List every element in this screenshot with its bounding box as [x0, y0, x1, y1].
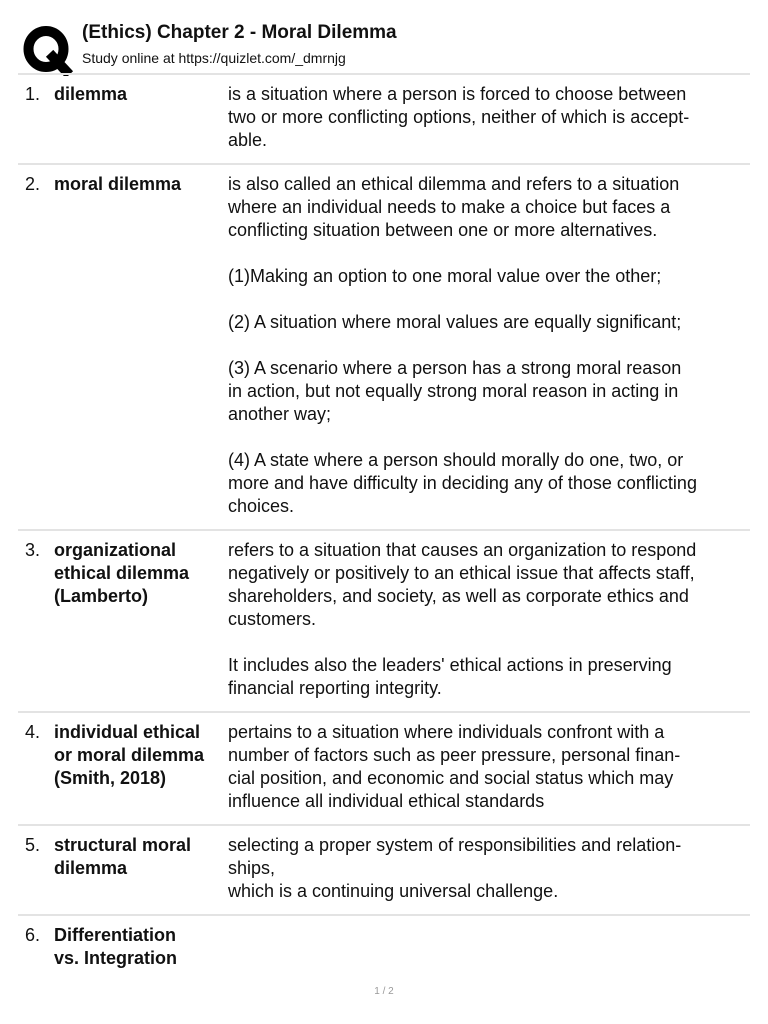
- page-indicator: 1 / 2: [374, 986, 394, 997]
- card-definition: [228, 924, 748, 970]
- card-term: organizational ethical dilemma (Lamberto): [54, 540, 190, 606]
- card-number: 1.: [25, 84, 41, 104]
- card-term: moral dilemma: [54, 174, 182, 194]
- card-definition: refers to a situation that causes an organization to respond negatively or positively to an ethical issue that affects staff, shareholders, and society, as well as corporate ethics and customers. It includes also the leaders' ethical actions in preserving financial reporting integrity.: [228, 540, 697, 698]
- card-number: 6.: [25, 925, 41, 945]
- card-term: Differentiation vs. Integration: [54, 925, 178, 968]
- document-header: [20, 18, 750, 70]
- card-row: [18, 824, 750, 914]
- card-number: 2.: [25, 174, 41, 194]
- card-row: [18, 711, 750, 824]
- card-term: individual ethical or moral dilemma (Smith, 2018): [54, 722, 205, 788]
- card-definition: pertains to a situation where individuals confront with a number of factors such as peer pressure, personal finan- cial position, and economic and social status which may influence all individual ethical standards: [228, 722, 681, 811]
- study-online-link[interactable]: Study online at https://quizlet.com/_dmrnjg: [82, 50, 346, 66]
- card-row: [18, 73, 750, 163]
- card-term: structural moral dilemma: [54, 835, 192, 878]
- card-definition: selecting a proper system of responsibilities and relation- ships, which is a continuing universal challenge.: [228, 835, 682, 901]
- card-definition: is a situation where a person is forced to choose between two or more conflicting options, neither of which is accept- able.: [228, 84, 690, 150]
- card-row: [18, 914, 750, 981]
- flashcard-table: [18, 73, 750, 981]
- quizlet-q-logo-icon: [20, 22, 74, 76]
- card-row: [18, 163, 750, 529]
- page-title: (Ethics) Chapter 2 - Moral Dilemma: [82, 22, 397, 43]
- card-definition: is also called an ethical dilemma and refers to a situation where an individual needs to make a choice but faces a conflicting situation between one or more alternatives. (1)Making an option to one moral value over the other; (2) A situation where moral values are equally significant; (3) A scenario where a person has a strong moral reason in action, but not equally strong moral reason in acting in another way; (4) A state where a person should morally do one, two, or more and have difficulty in deciding any of those conflicting choices.: [228, 174, 697, 516]
- card-number: 3.: [25, 540, 41, 560]
- card-row: [18, 529, 750, 711]
- card-term: dilemma: [54, 84, 128, 104]
- card-number: 4.: [25, 722, 41, 742]
- card-number: 5.: [25, 835, 41, 855]
